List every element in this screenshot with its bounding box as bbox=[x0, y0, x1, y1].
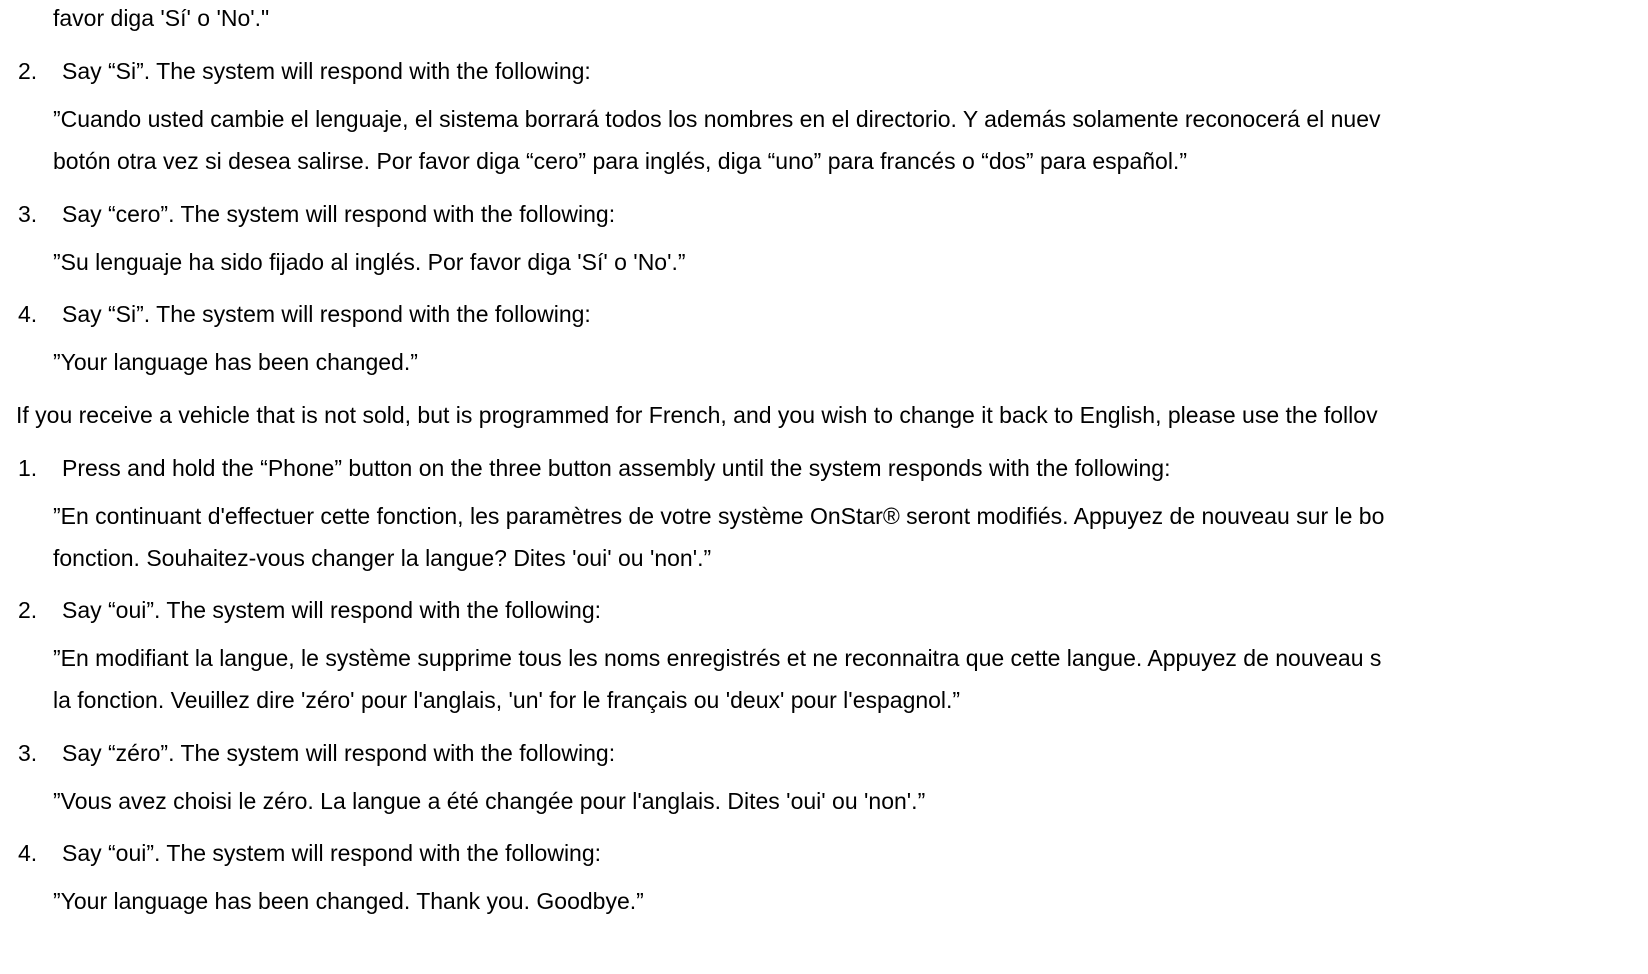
step-instruction: Say “Si”. The system will respond with the following: bbox=[62, 58, 591, 84]
step-instruction: Say “cero”. The system will respond with the following: bbox=[62, 201, 616, 227]
step-response-line: fonction. Souhaitez-vous changer la langue? Dites 'oui' ou 'non'.” bbox=[53, 545, 712, 571]
step-number: 2. bbox=[18, 58, 38, 84]
step-number: 4. bbox=[18, 840, 38, 866]
step-number: 3. bbox=[18, 201, 38, 227]
step-response-line: ”Your language has been changed. Thank you. Goodbye.” bbox=[53, 888, 644, 914]
step-instruction: Say “zéro”. The system will respond with the following: bbox=[62, 740, 616, 766]
step-number: 2. bbox=[18, 597, 38, 623]
step-instruction: Say “oui”. The system will respond with the following: bbox=[62, 597, 602, 623]
step-response-line: ”En modifiant la langue, le système supprime tous les noms enregistrés et ne reconnaitra que cette langue. Appuyez de nouveau s bbox=[53, 645, 1382, 671]
step-number: 1. bbox=[18, 455, 38, 481]
french-intro-paragraph: If you receive a vehicle that is not sold, but is programmed for French, and you wish to change it back to English, please use the follov bbox=[16, 402, 1378, 428]
step-response-line: ”Vous avez choisi le zéro. La langue a été changée pour l'anglais. Dites 'oui' ou 'non'.” bbox=[53, 788, 926, 814]
step-response-line: ”En continuant d'effectuer cette fonction, les paramètres de votre système OnStar® seront modifiés. Appuyez de nouveau sur le bo bbox=[53, 503, 1385, 529]
step-number: 3. bbox=[18, 740, 38, 766]
step-instruction: Say “oui”. The system will respond with the following: bbox=[62, 840, 602, 866]
step-response-line: la fonction. Veuillez dire 'zéro' pour l'anglais, 'un' for le français ou 'deux' pour l'espagnol.” bbox=[53, 687, 961, 713]
step-response-line: ”Su lenguaje ha sido fijado al inglés. Por favor diga 'Sí' o 'No'.” bbox=[53, 249, 686, 275]
step-response-line: botón otra vez si desea salirse. Por favor diga “cero” para inglés, diga “uno” para francés o “dos” para español.” bbox=[53, 148, 1187, 174]
step-instruction: Press and hold the “Phone” button on the three button assembly until the system responds with the following: bbox=[62, 455, 1171, 481]
intro-fragment: favor diga 'Sí' o 'No'." bbox=[53, 5, 270, 31]
step-number: 4. bbox=[18, 301, 38, 327]
step-response-line: ”Cuando usted cambie el lenguaje, el sistema borrará todos los nombres en el directorio. Y además solamente reconocerá el nuev bbox=[53, 106, 1381, 132]
step-instruction: Say “Si”. The system will respond with the following: bbox=[62, 301, 591, 327]
step-response-line: ”Your language has been changed.” bbox=[53, 349, 418, 375]
